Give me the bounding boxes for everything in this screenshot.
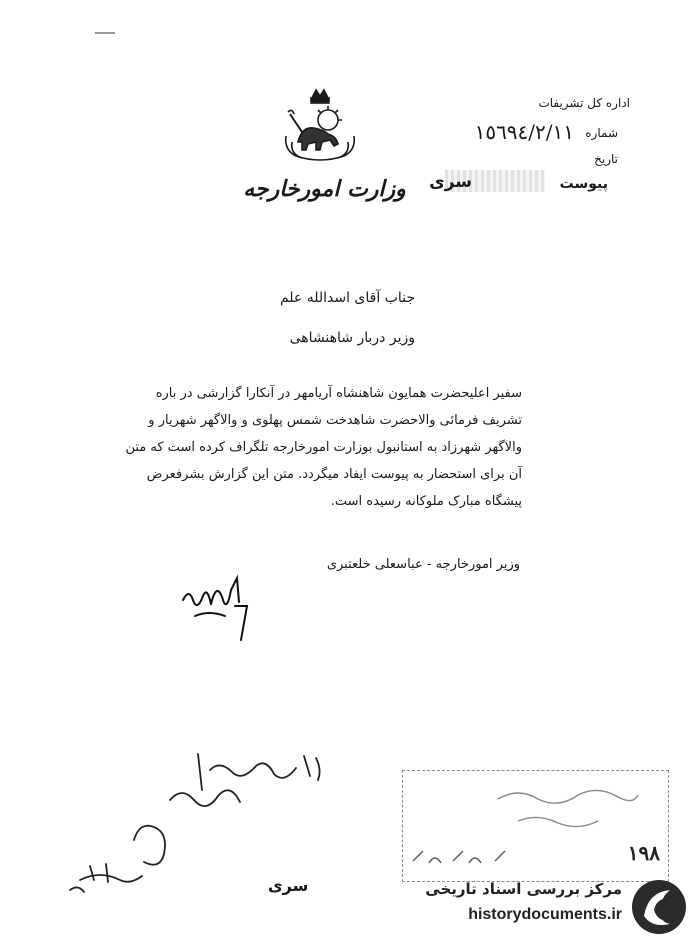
stamp-date-scribble <box>409 845 529 869</box>
stamp-number: ١٩٨ <box>627 841 660 865</box>
archive-logo-icon <box>630 878 688 936</box>
classification-top: سری <box>429 172 472 192</box>
number-label: شماره <box>585 126 618 140</box>
office-name: اداره کل تشریفات <box>538 96 630 110</box>
registration-stamp <box>402 770 669 882</box>
body-line: آن برای استحضار به پیوست ایفاد میگردد. متن این گزارش بشرفعرض <box>146 467 522 482</box>
addressee-title: وزیر دربار شاهنشاهی <box>289 330 415 346</box>
lion-and-sun-emblem <box>280 84 360 166</box>
letter-number: ١٥٦٩٤/٢/١١ <box>474 120 574 144</box>
body-line: سفیر اعلیحضرت همایون شاهنشاه آریامهر در آنکارا گزارشی در باره <box>155 386 522 401</box>
body-line: پیشگاه مبارک ملوکانه رسیده است. <box>330 494 522 509</box>
letter-body <box>22 380 522 515</box>
scan-mark <box>95 32 115 34</box>
archive-watermark <box>412 876 692 938</box>
ministry-name: وزارت امورخارجه <box>243 176 406 202</box>
body-line: والاگهر شهرزاد به استانبول بوزارت امورخارجه تلگراف کرده است که متن <box>125 440 522 455</box>
date-label: تاریخ <box>594 152 618 166</box>
letter-number-row <box>358 122 618 146</box>
handwritten-signature <box>175 560 265 650</box>
watermark-title: مرکز بررسی اسناد تاریخی <box>425 880 622 898</box>
addressee-name: جناب آقای اسدالله علم <box>279 290 415 306</box>
handwritten-note <box>60 730 360 900</box>
stamp-scribbles <box>488 781 648 841</box>
classification-bottom: سری <box>268 876 309 895</box>
signatory: وزیر امورخارجه - عباسعلی خلعتبری <box>326 557 520 572</box>
body-line: تشریف فرمائی والاحضرت شاهدخت شمس پهلوی و والاگهر شهریار و <box>148 413 522 428</box>
attachment-label: پیوست <box>559 176 608 192</box>
watermark-url: historydocuments.ir <box>468 906 622 923</box>
